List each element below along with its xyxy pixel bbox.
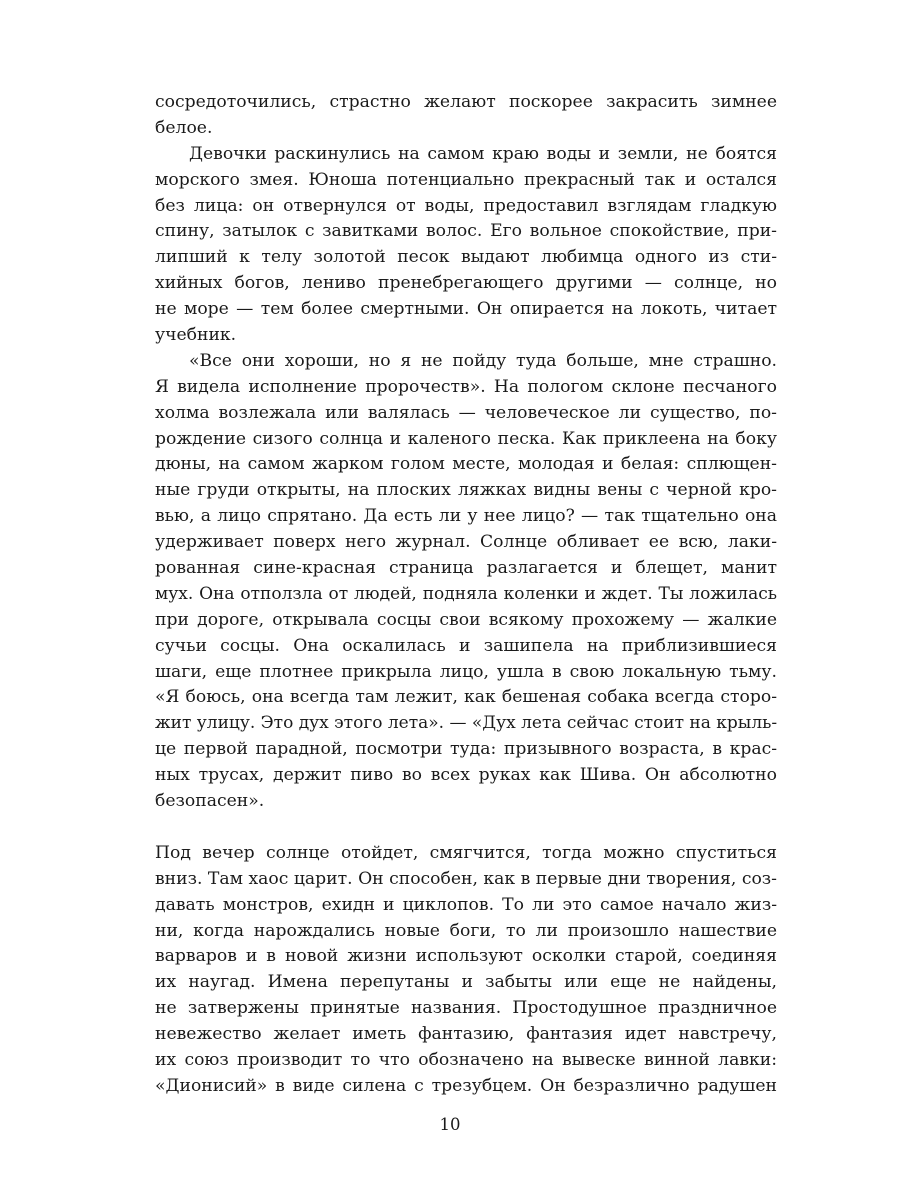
text-line: невежество желает иметь фантазию, фантазия идет навстречу, xyxy=(155,1024,777,1045)
text-line: «Я боюсь, она всегда там лежит, как бешеная собака всегда сторо- xyxy=(155,687,777,708)
text-line: «Все они хороши, но я не пойду туда больше, мне страшно. xyxy=(189,350,777,371)
text-line: шаги, еще плотнее прикрыла лицо, ушла в свою локальную тьму. xyxy=(155,661,777,682)
text-line: морского змея. Юноша потенциально прекрасный так и остался xyxy=(155,169,777,190)
page-number: 10 xyxy=(439,1115,461,1134)
text-line: белое. xyxy=(155,117,213,138)
page-text-body xyxy=(155,90,777,1100)
text-line: их наугад. Имена перепутаны и забыты или еще не найдены, xyxy=(155,972,777,993)
paragraph-4 xyxy=(155,841,777,1100)
text-line: ные груди открыты, на плоских ляжках видны вены с черной кро- xyxy=(155,480,777,501)
text-line: учебник. xyxy=(155,325,237,346)
text-line: дюны, на самом жарком голом месте, молодая и белая: сплющен- xyxy=(155,454,777,475)
text-line: ни, когда нарождались новые боги, то ли произошло нашествие xyxy=(155,920,777,941)
text-line: сучьи сосцы. Она оскалилась и зашипела на приблизившиеся xyxy=(155,635,777,656)
paragraph-1 xyxy=(155,90,777,142)
text-line: без лица: он отвернулся от воды, предоставил взглядам гладкую xyxy=(155,195,777,216)
text-line: Я видела исполнение пророчеств». На пологом склоне песчаного xyxy=(155,376,777,397)
text-line: це первой парадной, посмотри туда: призывного возраста, в крас- xyxy=(155,739,777,760)
text-line: сосредоточились, страстно желают поскорее закрасить зимнее xyxy=(155,92,777,112)
text-line: спину, затылок с завитками волос. Его вольное спокойствие, при- xyxy=(155,221,777,242)
text-line: мух. Она отползла от людей, подняла коленки и ждет. Ты ложилась xyxy=(155,583,777,604)
text-line: Под вечер солнце отойдет, смягчится, тогда можно спуститься xyxy=(155,842,777,863)
text-line: липший к телу золотой песок выдают любимца одного из сти- xyxy=(155,247,777,268)
text-line: давать монстров, ехидн и циклопов. То ли это самое начало жиз- xyxy=(155,894,777,915)
text-line: рождение сизого солнца и каленого песка. Как приклеена на боку xyxy=(155,428,777,449)
paragraph-3 xyxy=(155,349,777,815)
text-line: ных трусах, держит пиво во всех руках как Шива. Он абсолютно xyxy=(155,765,777,786)
paragraph-2 xyxy=(155,142,777,349)
text-line: рованная сине-красная страница разлагается и блещет, манит xyxy=(155,558,777,579)
text-line: их союз производит то что обозначено на вывеске винной лавки: xyxy=(155,1049,777,1070)
section-break xyxy=(155,815,777,841)
text-line: «Дионисий» в виде силена с трезубцем. Он безразлично радушен xyxy=(155,1075,777,1096)
text-line: удерживает поверх него журнал. Солнце обливает ее всю, лаки- xyxy=(155,532,777,553)
text-line: варваров и в новой жизни используют осколки старой, соединяя xyxy=(155,946,777,967)
text-line: вью, а лицо спрятано. Да есть ли у нее лицо? — так тщательно она xyxy=(155,506,777,527)
text-line: не затвержены принятые названия. Простодушное праздничное xyxy=(155,998,777,1019)
text-line: безопасен». xyxy=(155,791,265,812)
text-line: Девочки раскинулись на самом краю воды и земли, не боятся xyxy=(189,143,777,164)
text-line: жит улицу. Это дух этого лета». — «Дух лета сейчас стоит на крыль- xyxy=(155,713,778,734)
text-line: холма возлежала или валялась — человеческое ли существо, по- xyxy=(155,402,777,423)
text-line: вниз. Там хаос царит. Он способен, как в первые дни творения, соз- xyxy=(155,868,777,889)
text-line: хийных богов, лениво пренебрегающего другими — солнце, но xyxy=(155,273,777,294)
text-line: не море — тем более смертными. Он опирается на локоть, читает xyxy=(155,299,777,320)
text-line: при дороге, открывала сосцы свои всякому прохожему — жалкие xyxy=(155,609,777,630)
